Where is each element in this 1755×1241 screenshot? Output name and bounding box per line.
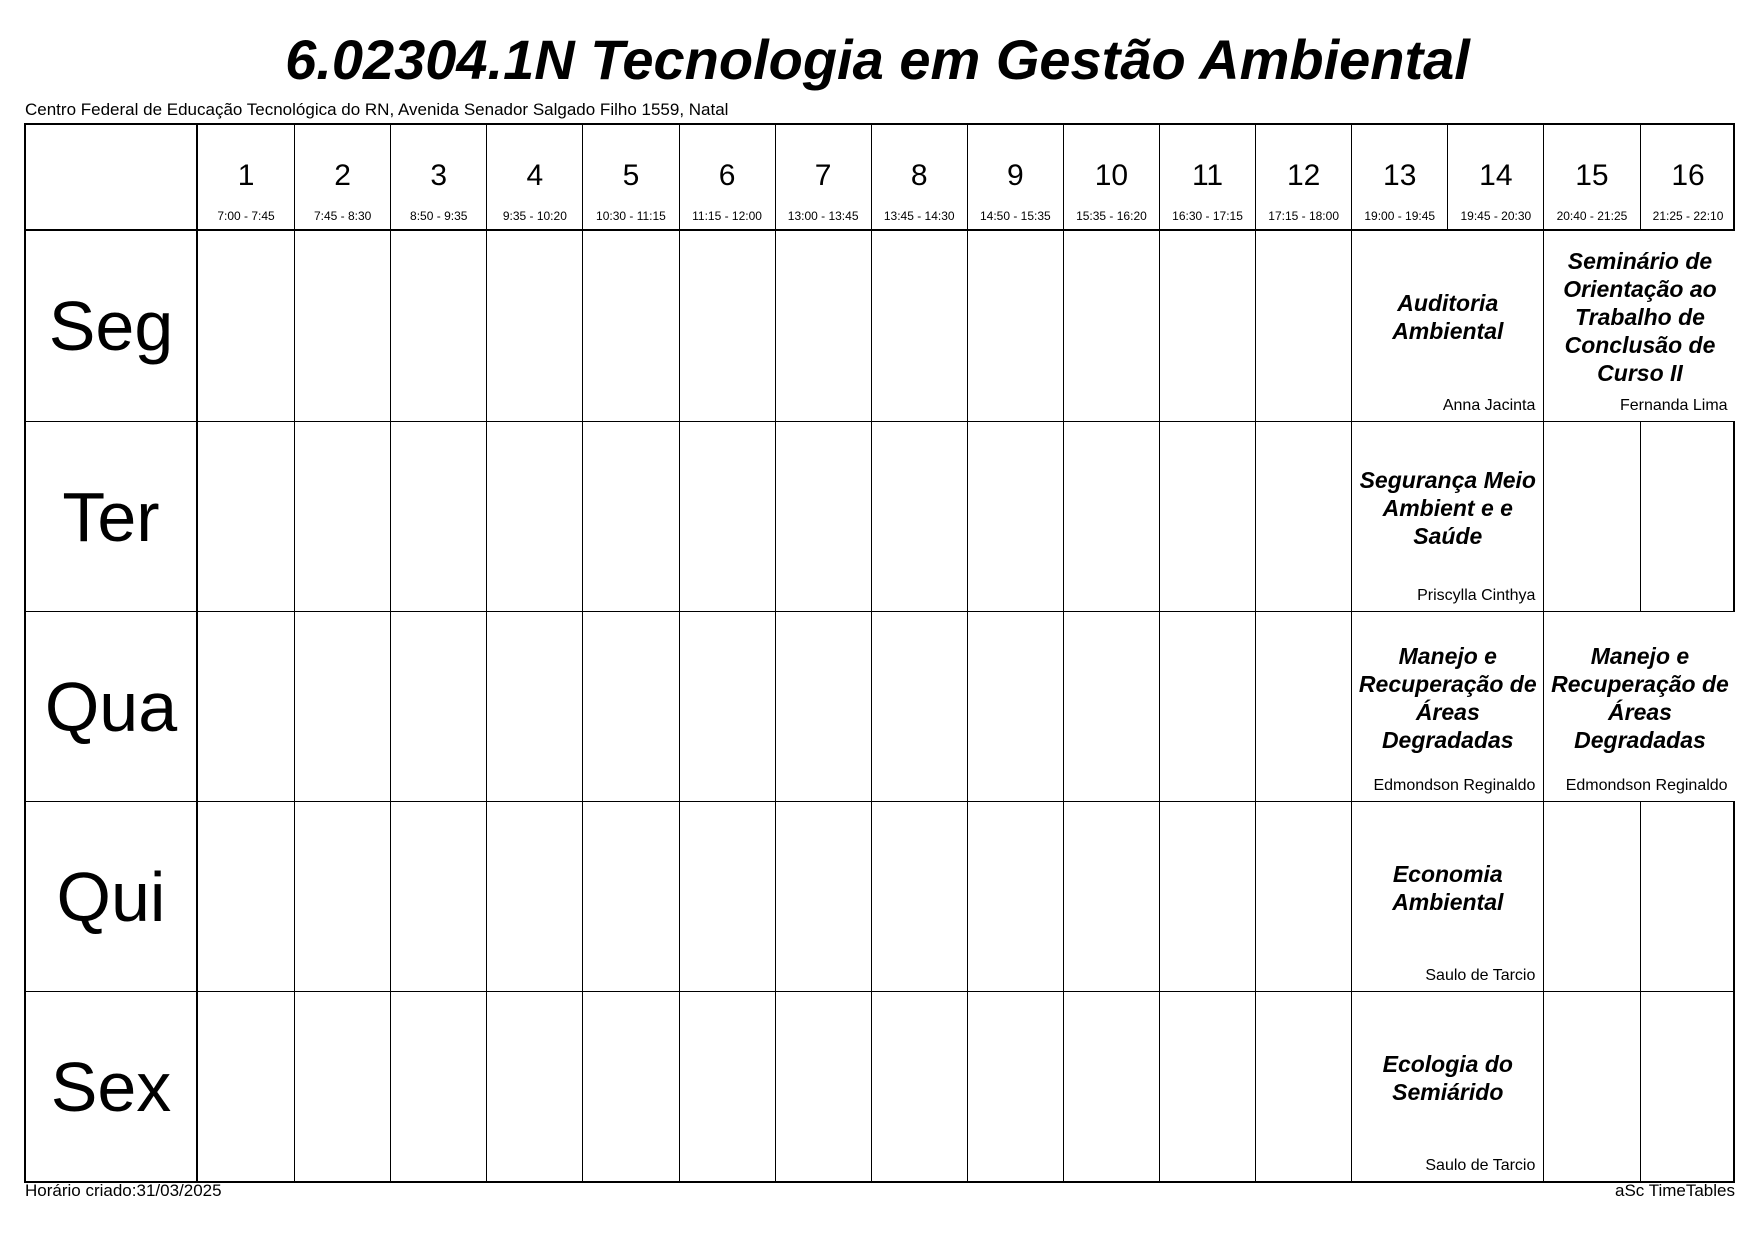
empty-slot	[1159, 612, 1255, 801]
empty-slot	[486, 612, 582, 801]
lesson-teacher: Saulo de Tarcio	[1425, 1157, 1536, 1174]
empty-slot	[1255, 422, 1351, 611]
period-time: 16:30 - 17:15	[1172, 209, 1243, 223]
day-row-qua	[26, 611, 1733, 801]
day-label: Qui	[26, 802, 198, 991]
empty-slot	[1159, 992, 1255, 1181]
period-number: 12	[1286, 159, 1321, 192]
lesson-teacher: Fernanda Lima	[1619, 397, 1728, 414]
empty-slot	[967, 802, 1063, 991]
empty-slot	[679, 231, 775, 421]
empty-slot	[390, 422, 486, 611]
period-time: 17:15 - 18:00	[1268, 209, 1339, 223]
period-time: 7:45 - 8:30	[313, 209, 372, 223]
empty-slot	[486, 231, 582, 421]
empty-slot	[1255, 802, 1351, 991]
period-time: 19:00 - 19:45	[1364, 209, 1436, 223]
empty-slot	[775, 612, 871, 801]
period-header-11	[1159, 125, 1255, 229]
lesson-teacher: Priscylla Cinthya	[1417, 587, 1536, 604]
empty-slot	[294, 231, 390, 421]
period-header-3	[390, 125, 486, 229]
empty-slot	[1255, 992, 1351, 1181]
lesson-teacher: Anna Jacinta	[1442, 397, 1536, 414]
empty-slot	[1063, 612, 1159, 801]
period-number: 7	[814, 159, 832, 192]
created-date: Horário criado:31/03/2025	[25, 1181, 222, 1200]
empty-slot	[775, 802, 871, 991]
period-number: 13	[1383, 159, 1417, 192]
period-time: 7:00 - 7:45	[217, 209, 275, 223]
period-number: 1	[237, 159, 255, 192]
lesson-subject: Seminário de Orientação ao Trabalho de Conclusão de Curso II	[1563, 248, 1717, 386]
lesson-teacher: Saulo de Tarcio	[1425, 967, 1536, 984]
period-header-row	[26, 125, 1733, 231]
empty-slot	[1159, 231, 1255, 421]
day-label: Ter	[26, 422, 198, 611]
empty-slot	[294, 802, 390, 991]
empty-slot	[486, 802, 582, 991]
lesson-card[interactable]	[1351, 422, 1543, 611]
period-number: 2	[334, 159, 351, 192]
period-header-7	[775, 125, 871, 229]
empty-slot	[1063, 231, 1159, 421]
lesson-subject: Ecologia do Semiárido	[1382, 1051, 1513, 1105]
period-time: 10:30 - 11:15	[596, 209, 666, 223]
empty-slot	[294, 992, 390, 1181]
empty-slot	[679, 422, 775, 611]
empty-slot	[390, 231, 486, 421]
period-header-8	[871, 125, 967, 229]
empty-slot	[294, 422, 390, 611]
empty-slot	[1159, 802, 1255, 991]
period-time: 8:50 - 9:35	[410, 209, 468, 223]
period-time: 13:00 - 13:45	[787, 209, 859, 223]
empty-slot	[1543, 802, 1639, 991]
lesson-card[interactable]	[1543, 231, 1735, 421]
day-label: Qua	[26, 612, 198, 801]
lesson-card[interactable]	[1351, 992, 1543, 1181]
period-time: 13:45 - 14:30	[883, 209, 955, 223]
period-header-12	[1255, 125, 1351, 229]
empty-slot	[198, 992, 294, 1181]
period-header-9	[967, 125, 1063, 229]
period-header-16	[1640, 125, 1736, 229]
period-header-1	[198, 125, 294, 229]
empty-slot	[775, 422, 871, 611]
empty-slot	[1640, 992, 1736, 1181]
empty-slot	[871, 422, 967, 611]
day-row-sex	[26, 991, 1733, 1181]
empty-slot	[486, 992, 582, 1181]
lesson-subject: Manejo e Recuperação de Áreas Degradadas	[1551, 643, 1729, 753]
period-time: 19:45 - 20:30	[1460, 209, 1532, 223]
empty-slot	[582, 992, 678, 1181]
empty-slot	[679, 612, 775, 801]
empty-slot	[871, 992, 967, 1181]
period-number: 8	[910, 159, 928, 192]
school-address: Centro Federal de Educação Tecnológica do RN, Avenida Senador Salgado Filho 1559, Natal	[25, 100, 729, 119]
empty-slot	[967, 992, 1063, 1181]
period-time: 20:40 - 21:25	[1556, 209, 1628, 223]
lesson-card[interactable]	[1351, 612, 1543, 801]
empty-slot	[967, 422, 1063, 611]
period-header-14	[1447, 125, 1543, 229]
lesson-card[interactable]	[1351, 802, 1543, 991]
period-time: 21:25 - 22:10	[1652, 209, 1724, 223]
empty-slot	[198, 231, 294, 421]
app-name: aSc TimeTables	[1615, 1181, 1735, 1200]
empty-slot	[582, 422, 678, 611]
empty-slot	[679, 992, 775, 1181]
empty-slot	[967, 612, 1063, 801]
empty-slot	[1640, 802, 1736, 991]
lesson-teacher: Edmondson Reginaldo	[1565, 777, 1728, 794]
empty-slot	[582, 802, 678, 991]
empty-slot	[1255, 612, 1351, 801]
empty-slot	[775, 992, 871, 1181]
empty-slot	[582, 231, 678, 421]
period-number: 16	[1671, 159, 1705, 192]
period-header-2	[294, 125, 390, 229]
period-time: 11:15 - 12:00	[692, 209, 762, 223]
empty-slot	[198, 802, 294, 991]
empty-slot	[1063, 422, 1159, 611]
period-number: 9	[1007, 159, 1024, 192]
period-number: 14	[1479, 159, 1513, 192]
day-label: Seg	[26, 231, 198, 421]
period-header-13	[1351, 125, 1447, 229]
empty-slot	[871, 231, 967, 421]
empty-slot	[1159, 422, 1255, 611]
empty-slot	[967, 231, 1063, 421]
lesson-subject: Economia Ambiental	[1392, 861, 1504, 915]
lesson-teacher: Edmondson Reginaldo	[1373, 777, 1536, 794]
day-row-seg	[26, 231, 1733, 421]
empty-slot	[1063, 802, 1159, 991]
period-time: 14:50 - 15:35	[979, 209, 1051, 223]
empty-slot	[1063, 992, 1159, 1181]
empty-slot	[1255, 231, 1351, 421]
period-time: 15:35 - 16:20	[1076, 209, 1147, 223]
empty-slot	[294, 612, 390, 801]
empty-slot	[1543, 422, 1639, 611]
corner-cell	[26, 125, 198, 229]
empty-slot	[679, 802, 775, 991]
period-number: 11	[1191, 159, 1224, 192]
day-row-ter	[26, 421, 1733, 611]
empty-slot	[390, 802, 486, 991]
page-title: 6.02304.1N Tecnologia em Gestão Ambiental	[285, 28, 1470, 91]
lesson-subject: Segurança Meio Ambient e e Saúde	[1359, 467, 1536, 549]
period-number: 10	[1094, 159, 1129, 192]
empty-slot	[871, 802, 967, 991]
empty-slot	[775, 231, 871, 421]
empty-slot	[582, 612, 678, 801]
period-time: 9:35 - 10:20	[502, 209, 567, 223]
empty-slot	[198, 612, 294, 801]
day-label: Sex	[26, 992, 198, 1181]
empty-slot	[1640, 422, 1736, 611]
empty-slot	[871, 612, 967, 801]
lesson-card[interactable]	[1351, 231, 1543, 421]
day-row-qui	[26, 801, 1733, 991]
empty-slot	[1543, 992, 1639, 1181]
period-header-4	[486, 125, 582, 229]
period-header-5	[582, 125, 678, 229]
period-number: 6	[718, 159, 736, 192]
period-number: 4	[526, 159, 544, 192]
empty-slot	[390, 992, 486, 1181]
lesson-card[interactable]	[1543, 612, 1735, 801]
empty-slot	[198, 422, 294, 611]
timetable-grid	[24, 123, 1735, 1183]
lesson-subject: Manejo e Recuperação de Áreas Degradadas	[1358, 643, 1537, 753]
lesson-subject: Auditoria Ambiental	[1392, 290, 1504, 344]
empty-slot	[390, 612, 486, 801]
period-header-15	[1543, 125, 1639, 229]
period-number: 3	[430, 159, 448, 192]
period-number: 15	[1575, 159, 1609, 192]
period-header-10	[1063, 125, 1159, 229]
empty-slot	[486, 422, 582, 611]
period-number: 5	[622, 159, 640, 192]
period-header-6	[679, 125, 775, 229]
